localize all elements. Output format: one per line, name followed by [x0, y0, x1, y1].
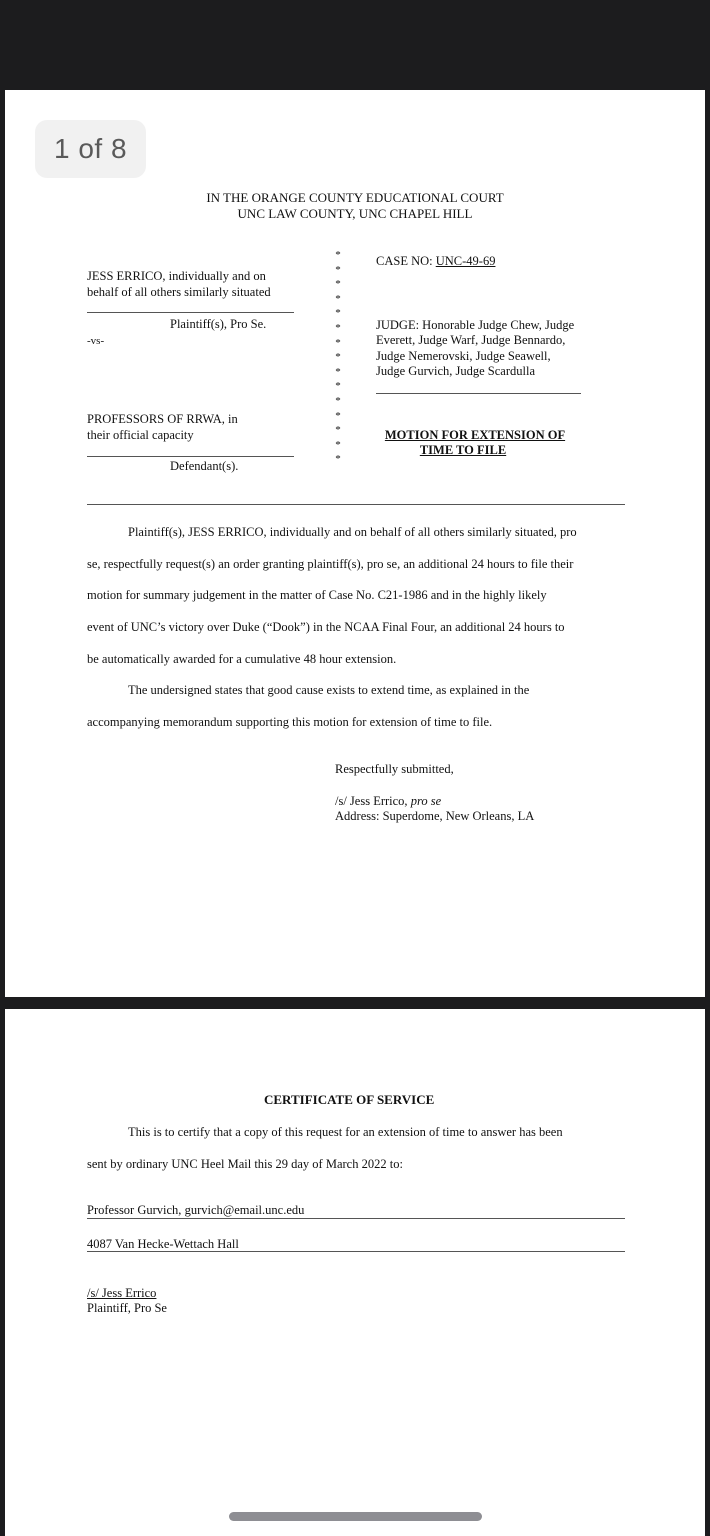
- document-page-1[interactable]: [5, 90, 705, 997]
- recipient-email[interactable]: gurvich@email.unc.edu: [184, 1203, 305, 1217]
- judge-line3: Judge Nemerovski, Judge Seawell,: [376, 349, 551, 363]
- signature-suffix: pro se: [410, 794, 442, 808]
- home-indicator[interactable]: [229, 1512, 482, 1521]
- motion-paragraph1-line2: se, respectfully request(s) an order granting plaintiff(s), pro se, an additional 24 hours to file their: [87, 557, 574, 571]
- motion-paragraph1-line3: motion for summary judgement in the matter of Case No. C21-1986 and in the highly likely: [87, 588, 547, 602]
- closing-text: Respectfully submitted,: [335, 762, 454, 776]
- signer-address: Address: Superdome, New Orleans, LA: [335, 809, 535, 823]
- defendant-divider: [87, 456, 294, 457]
- case-number-value: UNC-49-69: [435, 254, 496, 268]
- service-recipient: [87, 1203, 304, 1218]
- signature-line: [335, 794, 441, 809]
- address-rule: [87, 1251, 625, 1252]
- motion-paragraph2-line2: accompanying memorandum supporting this motion for extension of time to file.: [87, 715, 493, 729]
- caption-bottom-rule: [87, 504, 625, 505]
- case-number: [376, 254, 495, 269]
- plaintiff-divider: [87, 312, 294, 313]
- court-location: UNC LAW COUNTY, UNC CHAPEL HILL: [237, 206, 473, 221]
- defendant-name-line1: PROFESSORS OF RRWA, in: [87, 412, 238, 426]
- recipient-rule: [87, 1218, 625, 1219]
- signature-name: /s/ Jess Errico,: [335, 794, 411, 808]
- document-page-2[interactable]: [5, 1009, 705, 1536]
- certificate-line2: sent by ordinary UNC Heel Mail this 29 day of March 2022 to:: [87, 1157, 403, 1171]
- motion-title-line1: MOTION FOR EXTENSION OF: [384, 428, 566, 442]
- judge-line1: JUDGE: Honorable Judge Chew, Judge: [376, 318, 575, 332]
- motion-paragraph1-line1: Plaintiff(s), JESS ERRICO, individually and on behalf of all others similarly situated, pro: [128, 525, 577, 539]
- plaintiff-role: Plaintiff(s), Pro Se.: [170, 317, 267, 331]
- case-number-label: CASE NO:: [376, 254, 436, 268]
- recipient-name: Professor Gurvich,: [87, 1203, 185, 1217]
- defendant-role: Defendant(s).: [170, 459, 239, 473]
- page-counter: 1 of 8: [35, 120, 146, 178]
- motion-title-line2: TIME TO FILE: [419, 443, 507, 457]
- plaintiff-name-line1: JESS ERRICO, individually and on: [87, 269, 266, 283]
- judge-line4: Judge Gurvich, Judge Scardulla: [376, 364, 535, 378]
- certificate-title: CERTIFICATE OF SERVICE: [264, 1092, 435, 1107]
- certificate-signature: /s/ Jess Errico: [87, 1286, 157, 1300]
- motion-paragraph1-line5: be automatically awarded for a cumulative 48 hour extension.: [87, 652, 397, 666]
- recipient-address: 4087 Van Hecke-Wettach Hall: [87, 1237, 239, 1251]
- motion-paragraph2-line1: The undersigned states that good cause exists to extend time, as explained in the: [128, 683, 530, 697]
- judge-line2: Everett, Judge Warf, Judge Bennardo,: [376, 333, 566, 347]
- certificate-signature-role: Plaintiff, Pro Se: [87, 1301, 167, 1315]
- plaintiff-name-line2: behalf of all others similarly situated: [87, 285, 271, 299]
- court-name: IN THE ORANGE COUNTY EDUCATIONAL COURT: [206, 190, 504, 205]
- judge-divider: [376, 393, 581, 394]
- viewer-top-bar: [0, 0, 710, 90]
- caption-separator-stars: * * * * * * * * * * * * * * *: [335, 249, 341, 466]
- defendant-name-line2: their official capacity: [87, 428, 194, 442]
- certificate-line1: This is to certify that a copy of this request for an extension of time to answer has been: [128, 1125, 563, 1139]
- motion-paragraph1-line4: event of UNC’s victory over Duke (“Dook”) in the NCAA Final Four, an additional 24 hours to: [87, 620, 565, 634]
- versus-label: -vs-: [87, 335, 105, 347]
